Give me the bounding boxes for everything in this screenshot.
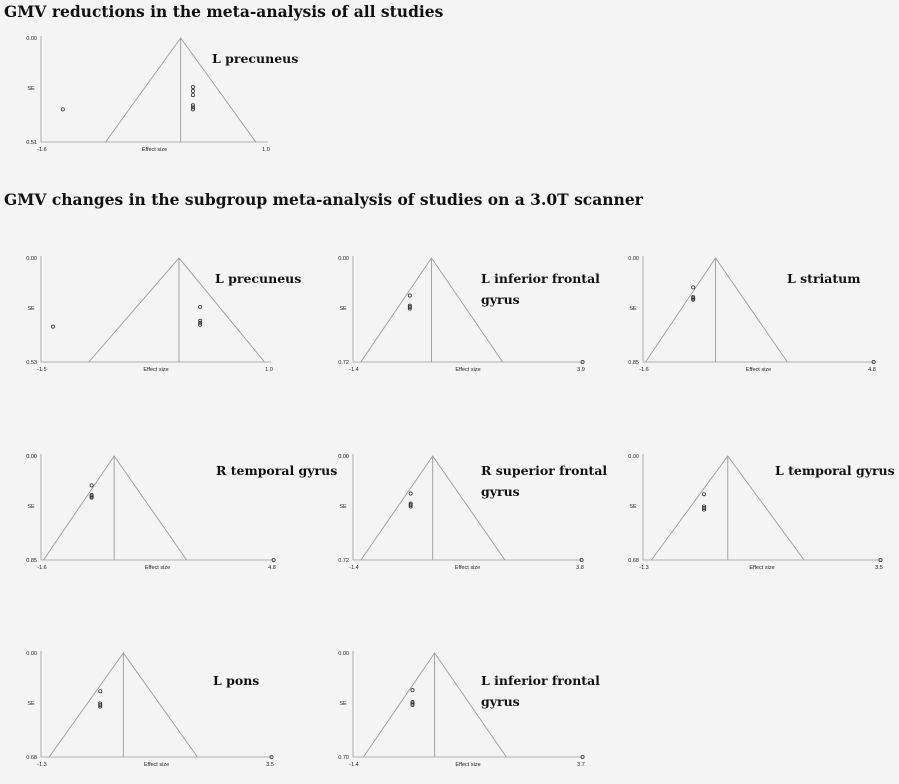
y-axis-label: SE [629,504,637,510]
x-tick-max: 1.0 [262,147,270,153]
x-tick-max: 3.5 [266,762,274,768]
funnel-plot-8 [26,651,274,768]
funnel-plot-5 [26,454,337,571]
funnel-plot-6 [338,454,607,571]
x-tick-min: -1.5 [37,367,47,373]
study-point-2 [191,85,194,88]
x-tick-min: -1.6 [37,147,47,153]
x-tick-max: 4.8 [868,367,876,373]
study-point-1 [51,325,54,328]
y-tick-bottom: 0.51 [26,140,37,146]
plot-title-line-1: L temporal gyrus [775,463,895,478]
plot-title-line-1: L inferior frontal [481,271,600,286]
x-tick-min: -1.4 [349,762,359,768]
x-tick-max: 3.7 [577,762,585,768]
study-point-1 [702,493,705,496]
x-tick-min: -1.6 [639,367,649,373]
x-axis-label: Effect size [143,367,169,373]
study-point-1 [90,484,93,487]
plot-title-line-2: gyrus [481,694,520,709]
subgroup-heading: GMV changes in the subgroup meta-analysis of studies on a 3.0T scanner [4,190,643,209]
y-tick-bottom: 0.70 [338,755,349,761]
funnel-plot-7 [628,454,894,571]
funnel-outline [646,258,788,362]
funnel-plot-3 [338,256,600,373]
x-tick-max: 3.8 [576,565,584,571]
x-axis-label: Effect size [455,367,481,373]
y-axis-label: SE [339,306,347,312]
plot-title-line-1: L precuneus [212,51,299,66]
y-tick-bottom: 0.85 [628,360,639,366]
x-axis-label: Effect size [745,367,772,373]
y-tick-top: 0.00 [628,256,639,262]
funnel-plot-2 [26,256,301,373]
all-studies-heading: GMV reductions in the meta-analysis of all studies [4,2,444,21]
y-tick-top: 0.00 [26,651,37,657]
study-point-1 [411,689,414,692]
x-tick-min: -1.3 [639,565,649,571]
x-axis-label: Effect size [141,147,168,153]
plot-title-line-1: R superior frontal [481,463,608,478]
x-axis-label: Effect size [454,565,481,571]
y-tick-bottom: 0.72 [338,558,349,564]
funnel-outline [44,456,187,560]
y-tick-bottom: 0.85 [26,558,37,564]
x-tick-min: -1.4 [349,367,359,373]
y-axis-label: SE [339,701,347,707]
x-axis-label: Effect size [749,565,775,571]
y-tick-bottom: 0.68 [628,558,639,564]
plot-title-line-1: R temporal gyrus [216,463,338,478]
study-point-2 [199,305,202,308]
y-axis-label: SE [339,504,347,510]
x-tick-min: -1.6 [37,565,47,571]
y-axis-label: SE [27,504,35,510]
x-axis-label: Effect size [144,565,171,571]
funnel-plot-1 [26,36,298,153]
plot-title-line-1: L precuneus [215,271,302,286]
funnel-plot-9 [338,651,600,768]
plot-title-line-1: L inferior frontal [481,673,600,688]
y-tick-top: 0.00 [338,651,349,657]
plot-title-line-1: L pons [213,673,260,688]
study-point-3 [191,89,194,92]
x-tick-max: 1.0 [265,367,273,373]
study-point-1 [408,294,411,297]
x-tick-min: -1.4 [349,565,359,571]
y-tick-top: 0.00 [338,256,349,262]
y-tick-top: 0.00 [26,36,37,42]
y-axis-label: SE [27,86,35,92]
study-point-4 [191,93,194,96]
x-tick-min: -1.3 [37,762,47,768]
funnel-plot-4 [628,256,876,373]
y-tick-top: 0.00 [628,454,639,460]
y-axis-label: SE [27,701,35,707]
y-axis-label: SE [629,306,637,312]
y-tick-bottom: 0.68 [26,755,37,761]
study-point-1 [61,108,64,111]
x-tick-max: 4.8 [268,565,276,571]
x-axis-label: Effect size [143,762,170,768]
y-tick-bottom: 0.53 [26,360,37,366]
study-point-1 [692,286,695,289]
y-tick-top: 0.00 [338,454,349,460]
y-axis-label: SE [27,306,35,312]
y-tick-bottom: 0.72 [338,360,349,366]
x-axis-label: Effect size [455,762,481,768]
study-point-7 [191,108,194,111]
y-tick-top: 0.00 [26,454,37,460]
x-tick-max: 3.9 [577,367,585,373]
plot-title-line-1: L striatum [787,271,861,286]
plot-title-line-2: gyrus [481,484,520,499]
study-point-1 [409,492,412,495]
plot-title-line-2: gyrus [481,292,520,307]
study-point-1 [99,690,102,693]
y-tick-top: 0.00 [26,256,37,262]
x-tick-max: 3.5 [875,565,883,571]
